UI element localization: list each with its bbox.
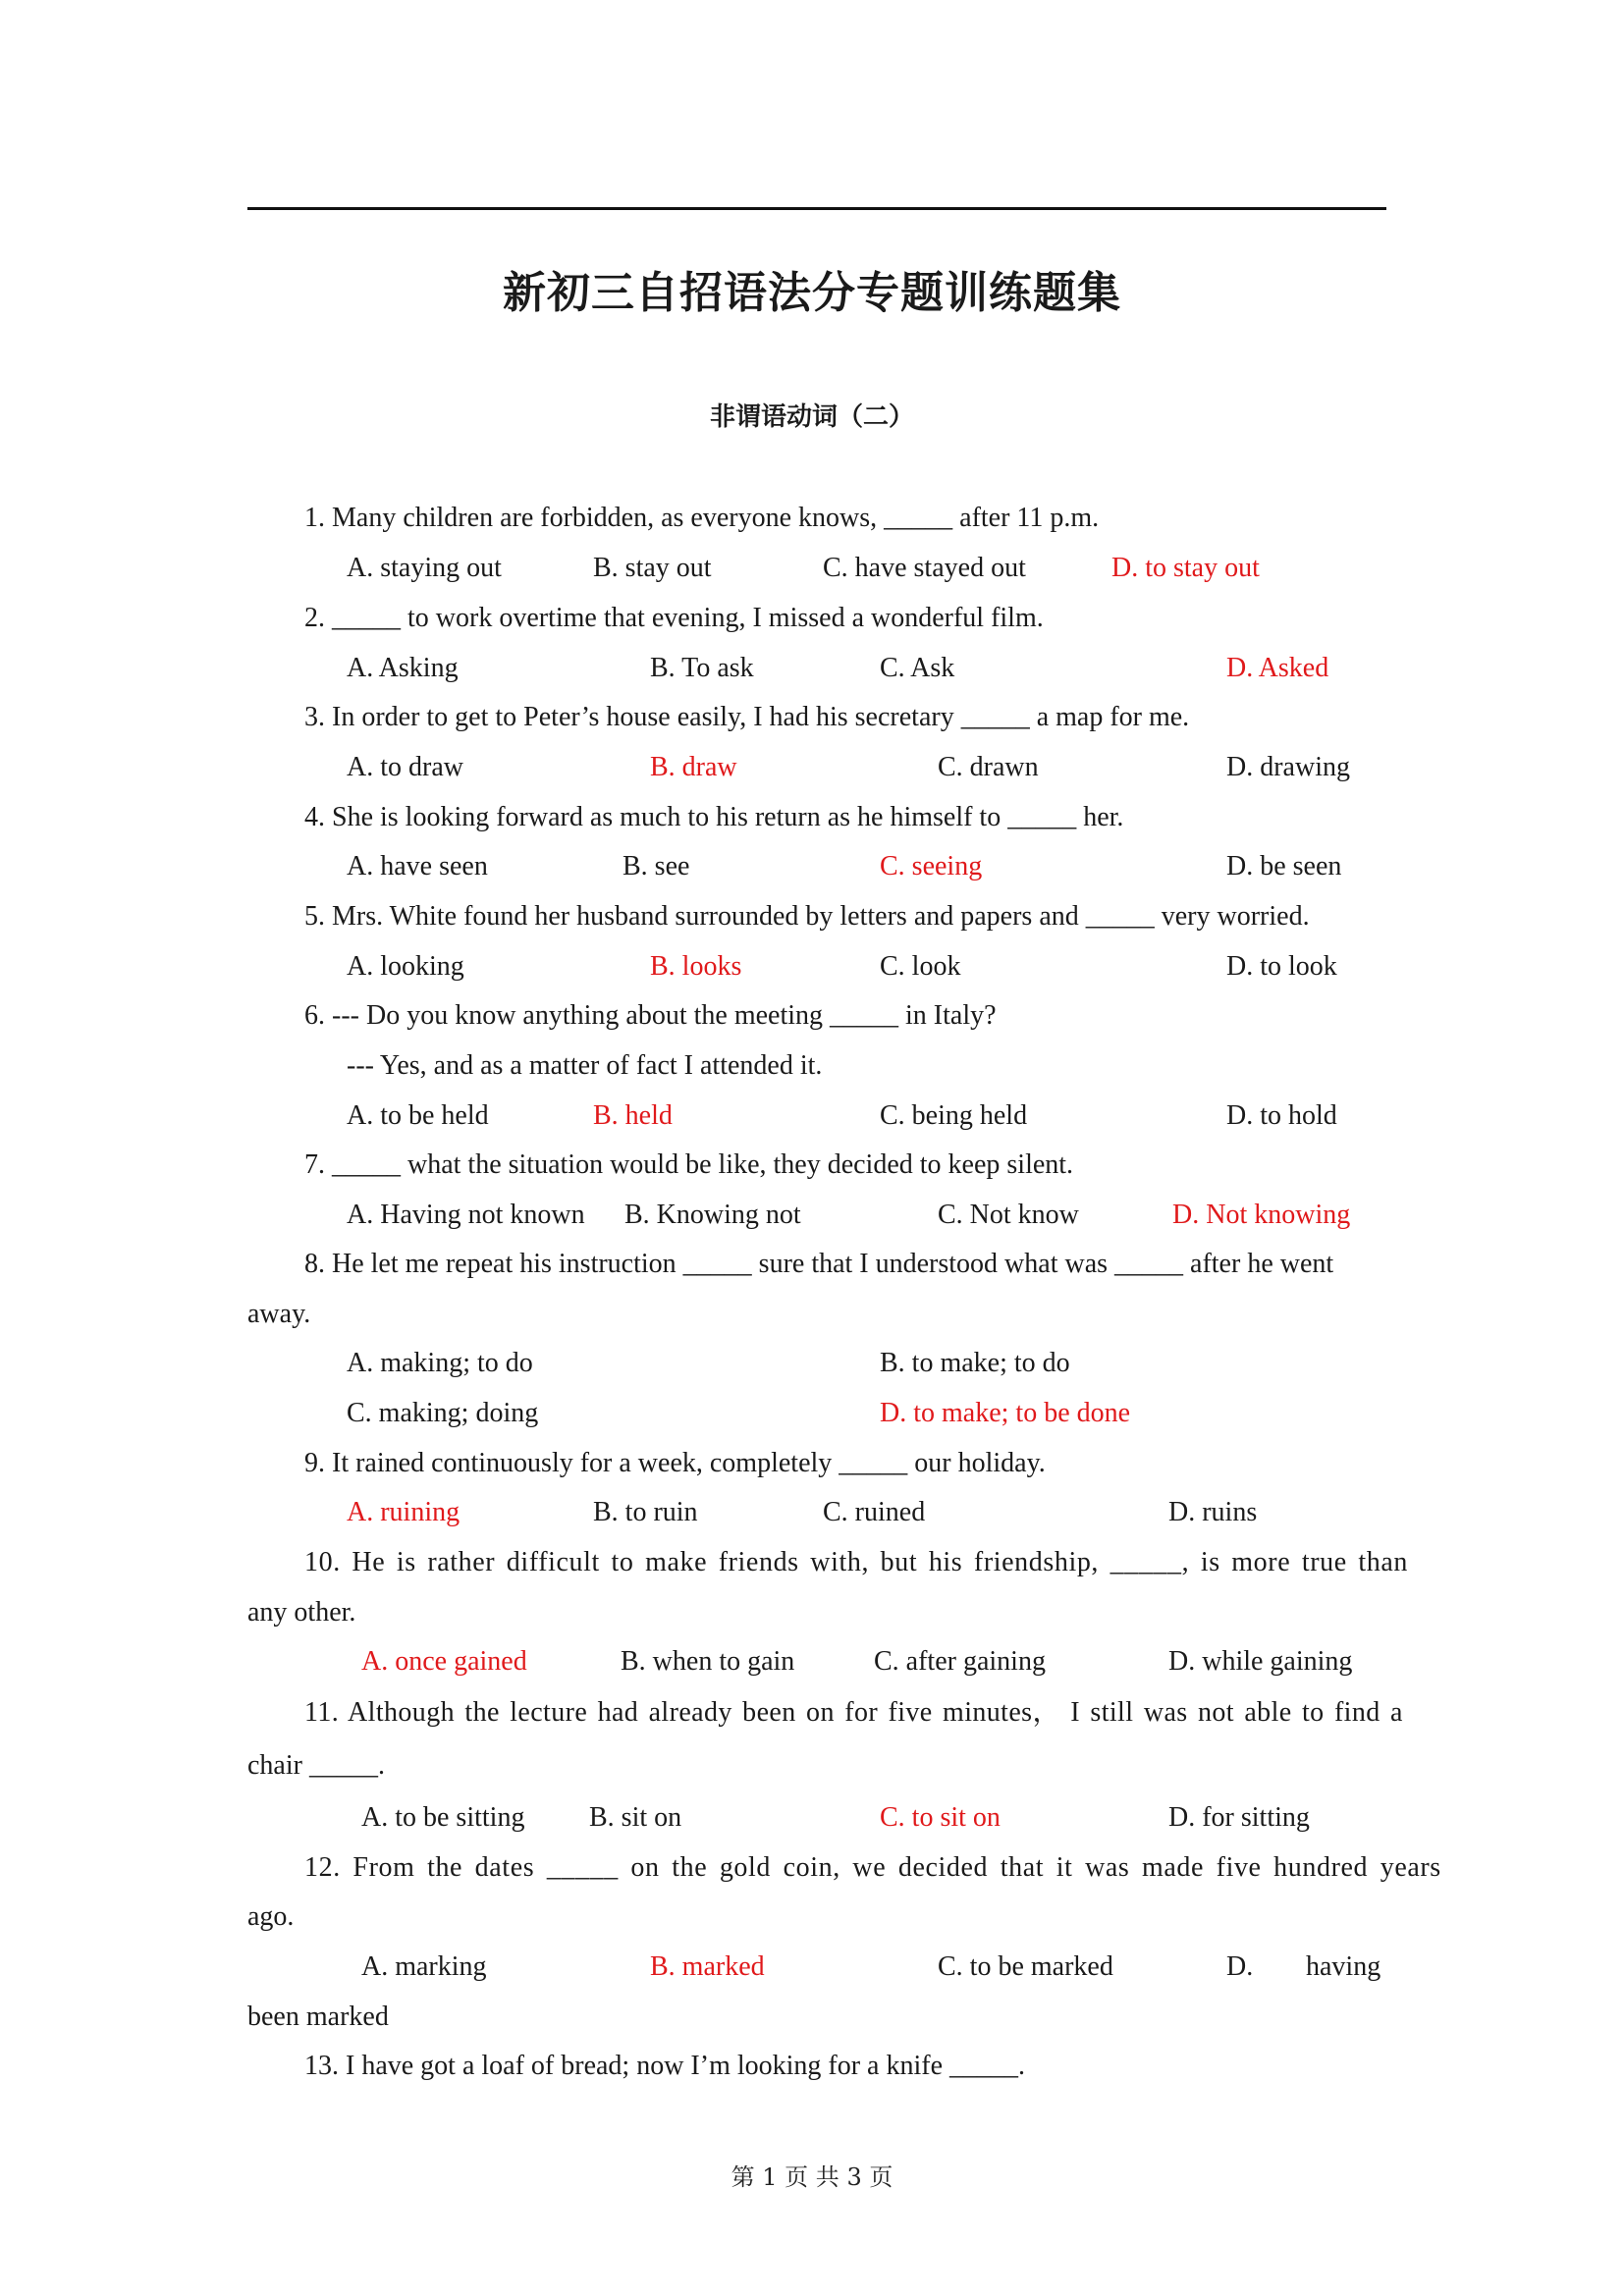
q12-option-d-text: having — [1306, 1951, 1381, 1982]
question-6-stem: 6. --- Do you know anything about the meeting _____ in Italy? — [304, 1000, 997, 1031]
question-3-stem: 3. In order to get to Peter’s house easily, I had his secretary _____ a map for me. — [304, 702, 1190, 732]
q9-option-a-answer: A. ruining — [347, 1497, 460, 1527]
q8-option-a: A. making; to do — [347, 1348, 533, 1378]
q8-option-c: C. making; doing — [347, 1398, 539, 1428]
q6-option-c: C. being held — [880, 1100, 1028, 1131]
q11-option-c-answer: C. to sit on — [880, 1802, 1001, 1833]
question-8-stem — [304, 1248, 1386, 1281]
q10-option-a-answer: A. once gained — [361, 1646, 527, 1677]
question-12-stem: 12. From the dates _____ on the gold coin, we decided that it was made five hundred years — [304, 1852, 1441, 1883]
q4-option-d: D. be seen — [1226, 851, 1342, 881]
q11-option-b: B. sit on — [589, 1802, 682, 1833]
q12-option-b-answer: B. marked — [650, 1951, 765, 1982]
question-12-stem-continued: ago. — [247, 1901, 295, 1932]
header-rule — [247, 207, 1386, 210]
q9-option-b: B. to ruin — [593, 1497, 698, 1527]
q11-option-d: D. for sitting — [1168, 1802, 1310, 1833]
q10-option-d: D. while gaining — [1168, 1646, 1353, 1677]
section-subtitle: 非谓语动词（二） — [709, 402, 914, 432]
q8-option-d-answer: D. to make; to be done — [880, 1398, 1131, 1428]
q1-option-b: B. stay out — [593, 553, 712, 583]
q4-option-c-answer: C. seeing — [880, 851, 983, 881]
q11-option-a: A. to be sitting — [361, 1802, 525, 1833]
q1-option-c: C. have stayed out — [823, 553, 1026, 583]
q12-option-a: A. marking — [361, 1951, 487, 1982]
q1-option-a: A. staying out — [347, 553, 502, 583]
question-1-stem: 1. Many children are forbidden, as everyone knows, _____ after 11 p.m. — [304, 503, 1100, 533]
q5-option-c: C. look — [880, 951, 961, 982]
q3-option-c: C. drawn — [938, 752, 1039, 782]
q9-option-c: C. ruined — [823, 1497, 926, 1527]
q3-option-a: A. to draw — [347, 752, 463, 782]
q10-option-c: C. after gaining — [874, 1646, 1046, 1677]
q10-option-b: B. when to gain — [621, 1646, 795, 1677]
page-footer: 第 1 页 共 3 页 — [731, 2163, 893, 2191]
q12-option-c: C. to be marked — [938, 1951, 1113, 1982]
q3-option-d: D. drawing — [1226, 752, 1350, 782]
q5-option-b-answer: B. looks — [650, 951, 742, 982]
question-13-stem: 13. I have got a loaf of bread; now I’m looking for a knife _____. — [304, 2051, 1026, 2081]
page-title: 新初三自招语法分专题训练题集 — [503, 268, 1121, 318]
q12-option-d-continued: been marked — [247, 2002, 389, 2032]
question-9-stem: 9. It rained continuously for a week, completely _____ our holiday. — [304, 1448, 1046, 1478]
question-8-stem-text: 8. He let me repeat his instruction _____ sure that I understood what was _____ after he went — [304, 1249, 1334, 1279]
q2-option-b: B. To ask — [650, 653, 754, 683]
question-2-stem: 2. _____ to work overtime that evening, I missed a wonderful film. — [304, 603, 1044, 633]
q5-option-d: D. to look — [1226, 951, 1337, 982]
question-4-stem: 4. She is looking forward as much to his return as he himself to _____ her. — [304, 802, 1124, 832]
q6-option-a: A. to be held — [347, 1100, 489, 1131]
q1-option-d-answer: D. to stay out — [1111, 553, 1260, 583]
q4-option-b: B. see — [623, 851, 690, 881]
question-8-stem-continued: away. — [247, 1299, 311, 1329]
q2-option-a: A. Asking — [347, 653, 459, 683]
question-10-stem: 10. He is rather difficult to make friends with, but his friendship, _____, is more true than — [304, 1547, 1408, 1577]
q9-option-d: D. ruins — [1168, 1497, 1258, 1527]
q6-option-b-answer: B. held — [593, 1100, 673, 1131]
q7-option-c: C. Not know — [938, 1200, 1079, 1230]
q12-option-d-label: D. — [1226, 1951, 1254, 1982]
question-11-stem: 11. Although the lecture had already been on for five minutes， I still was not able to find a — [304, 1697, 1403, 1728]
question-5-stem: 5. Mrs. White found her husband surrounded by letters and papers and _____ very worried. — [304, 901, 1310, 932]
q5-option-a: A. looking — [347, 951, 464, 982]
question-10-stem-continued: any other. — [247, 1597, 356, 1628]
q2-option-c: C. Ask — [880, 653, 955, 683]
q4-option-a: A. have seen — [347, 851, 488, 881]
q8-option-b: B. to make; to do — [880, 1348, 1070, 1378]
q6-option-d: D. to hold — [1226, 1100, 1337, 1131]
q7-option-d-answer: D. Not knowing — [1172, 1200, 1351, 1230]
q7-option-a: A. Having not known — [347, 1200, 585, 1230]
q3-option-b-answer: B. draw — [650, 752, 737, 782]
question-11-stem-continued: chair _____. — [247, 1750, 385, 1781]
question-6-reply: --- Yes, and as a matter of fact I attended it. — [347, 1050, 823, 1081]
question-7-stem: 7. _____ what the situation would be like, they decided to keep silent. — [304, 1149, 1074, 1180]
q2-option-d-answer: D. Asked — [1226, 653, 1329, 683]
q7-option-b: B. Knowing not — [624, 1200, 801, 1230]
